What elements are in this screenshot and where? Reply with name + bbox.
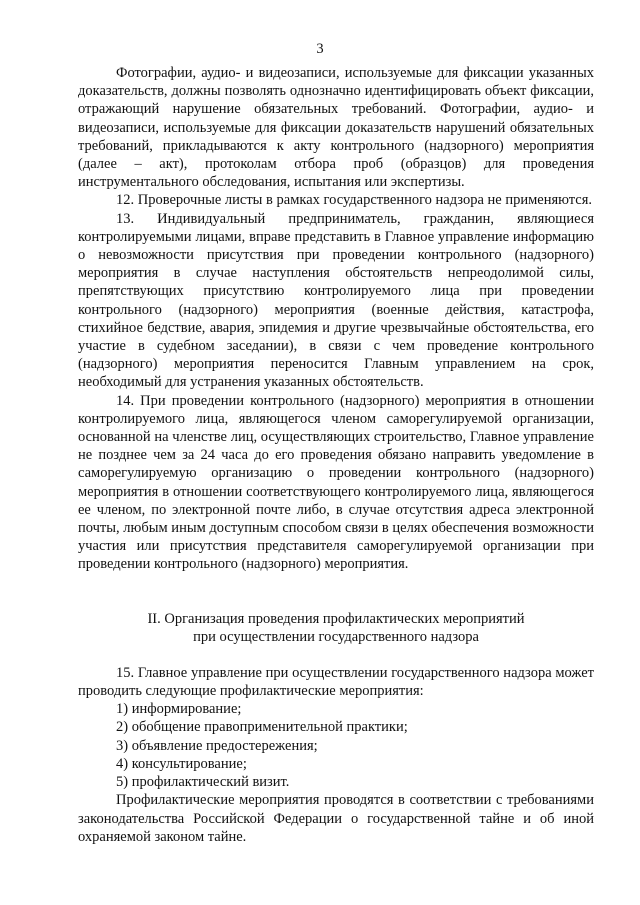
list-item: 1) информирование; [116,701,242,718]
paragraph-15: 15. Главное управление при осуществлении государственного надзора может проводить следующие профилактические мероприятия: [78,664,594,700]
list-item: 2) обобщение правоприменительной практики; [116,719,408,736]
paragraph-photo-evidence: Фотографии, аудио- и видеозаписи, используемые для фиксации указанных доказательств, должны позволять однозначно идентифицировать объект фиксации, отражающий нарушение обязательных требований. Фотографии, аудио- и видеозаписи, используемые для фиксации доказательств нарушений обязательных требований, прикладываются к акту контрольного (надзорного) мероприятия (далее – акт), протоколам отбора проб (образцов) для проведения инструментального обследования, испытания или экспертизы. [78,65,594,191]
document-body [78,64,594,846]
page-number: 3 [316,41,324,57]
list-item: 4) консультирование; [116,755,247,772]
list-item: 3) объявление предостережения; [116,737,318,754]
paragraph-13: 13. Индивидуальный предприниматель, гражданин, являющиеся контролируемыми лицами, вправе представить в Главное управление информацию о невозможности присутствия при проведении контрольного (надзорного) мероприятия в случае наступления обстоятельств непреодолимой силы, препятствующих присутствию контролируемого лица при проведении контрольного (надзорного) мероприятия (военные действия, катастрофа, стихийное бедствие, авария, эпидемия и другие чрезвычайные обстоятельства, его участие в судебном заседании), в связи с чем проведение контрольного (надзорного) мероприятия переносится Главным управлением на срок, необходимый для устранения указанных обстоятельств. [78,210,594,391]
section-heading-line-2: при осуществлении государственного надзора [193,629,479,646]
paragraph-14: 14. При проведении контрольного (надзорного) мероприятия в отношении контролируемого лица, являющегося членом саморегулируемой организации, основанной на членстве лиц, осуществляющих строительство, Главное управление не позднее чем за 24 часа до его проведения обязано направить уведомление в саморегулируемую организацию о проведении контрольного (надзорного) мероприятия в отношении соответствующего контролируемого лица, являющегося ее членом, по электронной почте либо, в случае отсутствия адреса электронной почты, любым иным доступным способом связи в целях обеспечения возможности участия или присутствия представителя саморегулируемой организации при проведении контрольного (надзорного) мероприятия. [78,392,594,573]
paragraph-final: Профилактические мероприятия проводятся в соответствии с требованиями законодательства Российской Федерации о государственной тайне и об иной охраняемой законом тайне. [78,792,594,845]
section-heading [78,610,594,647]
paragraph-12: 12. Проверочные листы в рамках государственного надзора не применяются. [116,192,593,209]
section-heading-line-1: II. Организация проведения профилактических мероприятий [147,610,525,627]
list-item: 5) профилактический визит. [116,774,290,791]
